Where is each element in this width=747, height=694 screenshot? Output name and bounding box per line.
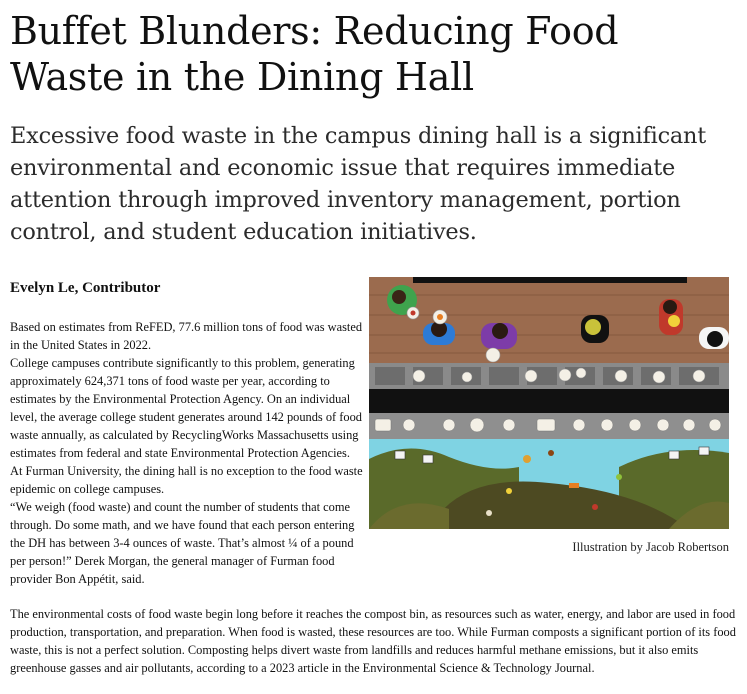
counter-dark-band [369,389,729,413]
person-white [699,327,729,349]
article-paragraph: College campuses contribute significantly to this problem, generating approximately 624,371 tons of food waste per year, according to estimates by the Environmental Protection Agency. On an individual level, the average college student generates around 142 pounds of food waste annually, as calculated by RecyclingWorks Massachusetts using estimates from federal and state Environmental Protection Agencies. [10,356,362,460]
dining-hall-illustration [369,277,729,529]
article-paragraph-full-width: The environmental costs of food waste begin long before it reaches the compost bin, as resources such as water, energy, and labor are used in food production, transportation, and preparation. When food is wasted, these resources are too. While Furman composts a significant portion of its food waste, this is not a perfect solution. Composting helps divert waste from landfills and reduces harmful methane emissions, but it also emits greenhouse gasses and air pollutants, according to a 2023 article in the Environmental Science & Technology Journal. [10,607,736,675]
article-figure [369,277,729,552]
article-body-column [10,318,364,588]
person-black-yellow [581,315,609,343]
article-paragraph: Based on estimates from ReFED, 77.6 million tons of food was wasted in the United States in 2022. [10,320,363,352]
article-dek: Excessive food waste in the campus dining hall is a significant environmental and economic issue that requires immediate attention through improved inventory management, portion control, and student education initiatives. [10,123,707,245]
article-headline: Buffet Blunders: Reducing Food Waste in the Dining Hall [10,9,619,99]
article-paragraph: At Furman University, the dining hall is no exception to the food waste epidemic on college campuses. [10,464,363,496]
article-paragraph: “We weigh (food waste) and count the number of students that come through. Do some math, and we have found that each person entering the DH has between 3-4 ounces of waste. That’s almost ¼ of a pound per person!” Derek Morgan, the general manager of Furman food provider Bon Appétit, said. [10,500,355,586]
article-byline: Evelyn Le, Contributor [10,280,161,296]
person-red-yellow [659,299,683,335]
figure-caption: Illustration by Jacob Robertson [572,540,729,554]
counter-top-edge [413,277,687,283]
